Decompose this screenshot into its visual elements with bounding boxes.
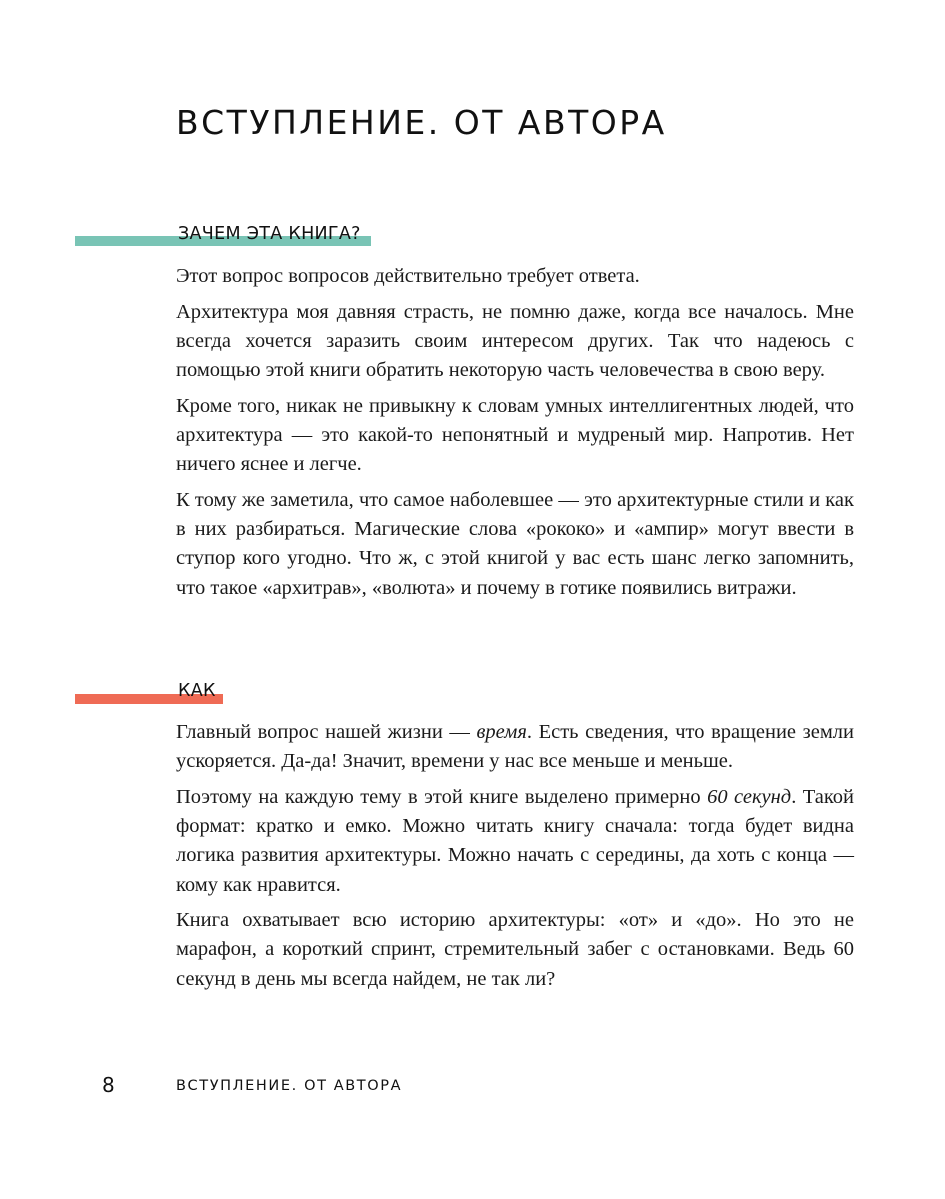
paragraph: Архитектура моя давняя страсть, не помню даже, когда все началось. Мне всегда хочется заразить своим интересом других. Так что надеюсь с помощью этой книги обратить некоторую часть человечества в свою веру. bbox=[176, 300, 854, 382]
emphasis: 60 секунд bbox=[707, 785, 792, 808]
paragraph: Кроме того, никак не привыкну к словам умных интеллигентных людей, что архитектура — это какой-то непонятный и мудреный мир. Напротив. Нет ничего яснее и легче. bbox=[176, 394, 854, 476]
chapter-title: ВСТУПЛЕНИЕ. ОТ АВТОРА bbox=[176, 103, 667, 142]
section-heading-label: ЗАЧЕМ ЭТА КНИГА? bbox=[178, 224, 361, 244]
page-number: 8 bbox=[102, 1073, 115, 1097]
section-heading-why bbox=[0, 226, 945, 256]
section-body-why bbox=[176, 262, 854, 609]
section-heading-label: КАК bbox=[178, 681, 216, 701]
paragraph: Этот вопрос вопросов действительно требует ответа. bbox=[176, 265, 640, 287]
paragraph: К тому же заметила, что самое наболевшее — это архитектурные стили и как в них разбираться. Магические слова «рококо» и «ампир» могут ввести в ступор кого угодно. Что ж, с этой книгой у вас есть шанс легко запомнить, что такое «архитрав», «волюта» и почему в готике появились витражи. bbox=[176, 488, 854, 599]
section-heading-how bbox=[0, 683, 945, 713]
running-head: ВСТУПЛЕНИЕ. ОТ АВТОРА bbox=[176, 1078, 403, 1094]
emphasis: время bbox=[476, 721, 527, 743]
paragraph: Поэтому на каждую тему в этой книге выделено примерно 60 секунд. Такой формат: кратко и емко. Можно читать книгу сначала: тогда будет видна логика развития архитектуры. Можно начать с середины, да хоть с конца — кому как нравится. bbox=[176, 785, 855, 896]
paragraph: Главный вопрос нашей жизни — время. Есть сведения, что вращение земли ускоряется. Да-да! Значит, времени у нас все меньше и меньше. bbox=[176, 721, 854, 773]
paragraph: Книга охватывает всю историю архитектуры: «от» и «до». Но это не марафон, а короткий спринт, стремительный забег с остановками. Ведь 60 секунд в день мы всегда найдем, не так ли? bbox=[176, 909, 854, 990]
section-body-how bbox=[176, 718, 854, 1000]
